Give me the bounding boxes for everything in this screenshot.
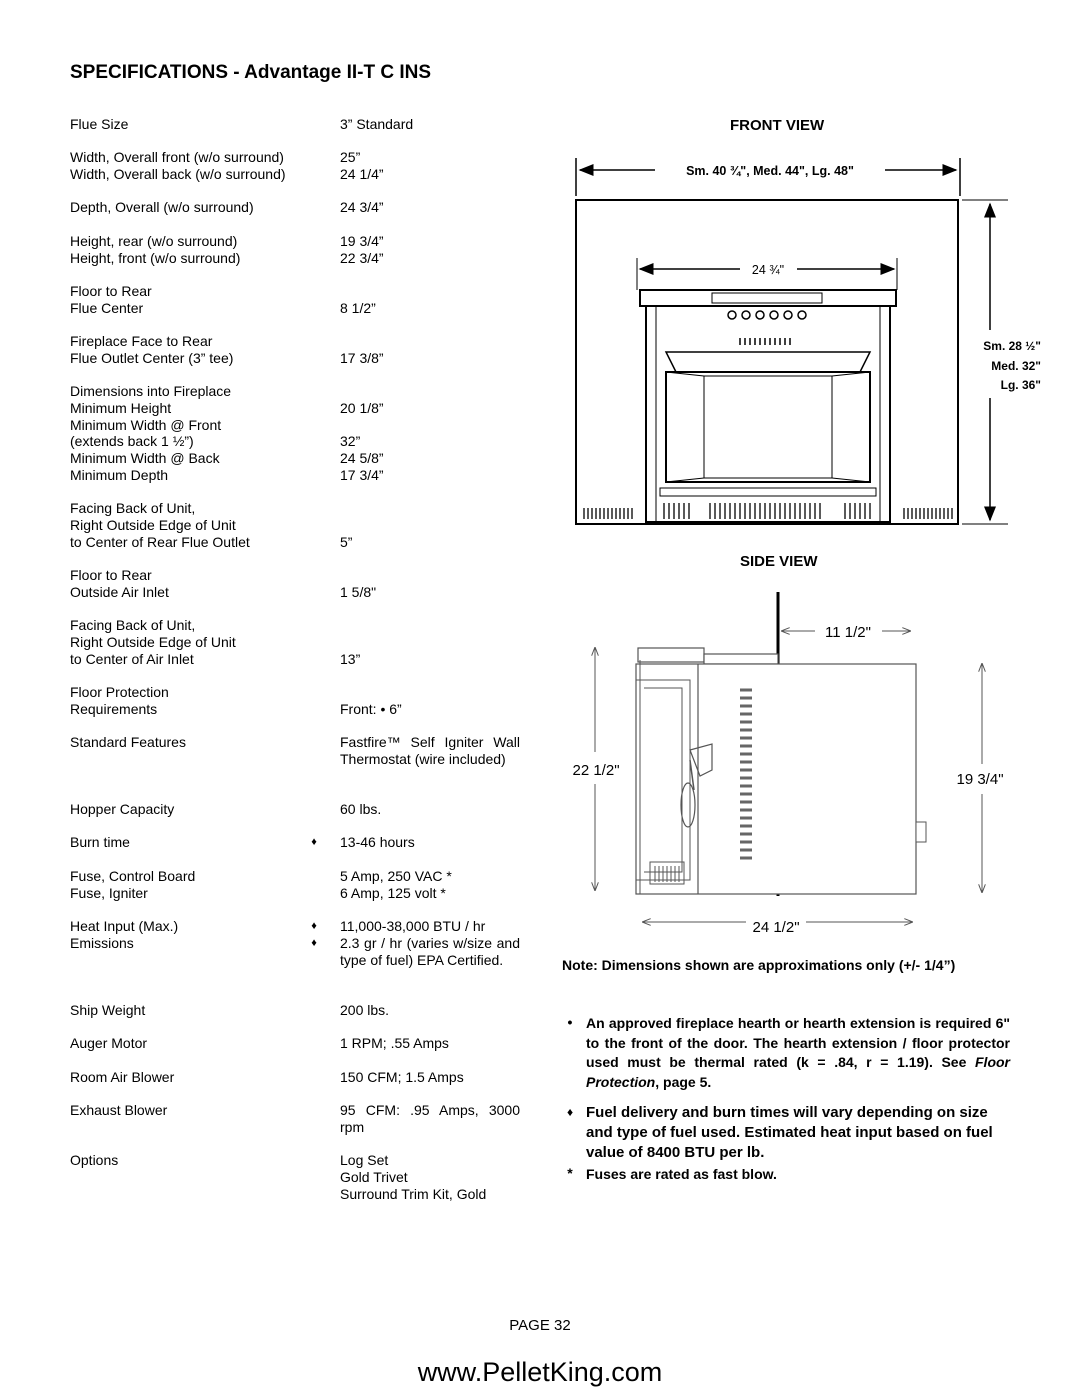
spec-label: Floor to Rear Flue Center: [70, 283, 152, 316]
spec-label: Hopper Capacity: [70, 801, 175, 817]
side-right-label: 19 3/4": [956, 771, 1004, 788]
spec-label: Dimensions into Fireplace Minimum Height Minimum Width @ Front (extends back 1 ½”) Minimum Width @ Back Minimum Depth: [70, 383, 232, 483]
page-number: PAGE 32: [509, 1317, 571, 1334]
spec-value: 5 Amp, 250 VAC * 6 Amp, 125 volt *: [340, 868, 452, 901]
spec-label: Auger Motor: [70, 1035, 148, 1051]
bullet-text-part: An approved fireplace hearth or hearth extension is required 6" to the front of the door. The hearth extension / floor protector used must be thermal rated (k = .84, r = 1.19). See: [586, 1015, 1010, 1070]
spec-value: Front: • 6”: [340, 700, 402, 717]
spec-label: Ship Weight: [70, 1002, 146, 1018]
spec-value: 8 1/2”: [340, 299, 376, 316]
asterisk-marker: *: [567, 1165, 573, 1181]
front-width-label: Sm. 40 ¾", Med. 44", Lg. 48": [686, 164, 854, 178]
front-height-label-lg: Lg. 36": [1000, 378, 1041, 392]
bullet-text: [586, 1014, 1010, 1092]
spec-label: Height, rear (w/o surround) Height, front (w/o surround): [70, 233, 241, 266]
spec-label: Room Air Blower: [70, 1069, 175, 1085]
spec-label: Flue Size: [70, 116, 129, 132]
spec-value: 5”: [340, 533, 353, 550]
page-title: SPECIFICATIONS - Advantage II-T C INS: [70, 62, 432, 83]
diamond-marker: ♦: [311, 937, 317, 949]
spec-value: 200 lbs.: [340, 1002, 390, 1018]
spec-label: Standard Features: [70, 734, 186, 750]
diamond-marker: ♦: [311, 836, 317, 848]
spec-value: 95 CFM: .95 Amps, 3000 rpm: [340, 1102, 520, 1135]
spec-value: Fastfire™ Self Igniter Wall Thermostat (wire included): [340, 734, 520, 767]
spec-label: Emissions: [70, 935, 134, 951]
spec-value: 13”: [340, 650, 361, 667]
spec-label: Fireplace Face to Rear Flue Outlet Center (3” tee): [70, 333, 234, 366]
spec-label: Heat Input (Max.): [70, 918, 179, 934]
side-bottom-label: 24 1/2": [752, 919, 800, 936]
spec-value: 60 lbs.: [340, 801, 382, 817]
inner-width-label: 24 ¾": [751, 263, 785, 277]
spec-value: Log Set Gold Trivet Surround Trim Kit, Gold: [340, 1152, 487, 1202]
side-top-label: 11 1/2": [825, 624, 871, 641]
floor-protection-reference: Floor Protection: [586, 1054, 1010, 1090]
bullet-text: Fuses are rated as fast blow.: [586, 1166, 777, 1182]
footer-url: www.PelletKing.com: [417, 1357, 663, 1387]
spec-value: 1 5/8": [340, 583, 377, 600]
dimension-note: Note: Dimensions shown are approximations only (+/- 1/4”): [562, 957, 956, 973]
front-height-label-med: Med. 32": [991, 359, 1041, 373]
spec-value: 13-46 hours: [340, 834, 415, 850]
spec-label: Facing Back of Unit, Right Outside Edge of Unit to Center of Rear Flue Outlet: [70, 500, 250, 550]
spec-label: Floor to Rear Outside Air Inlet: [70, 567, 169, 600]
spec-label: Floor Protection Requirements: [70, 684, 169, 717]
spec-value: 150 CFM; 1.5 Amps: [340, 1069, 464, 1085]
spec-value: 3” Standard: [340, 116, 414, 132]
side-view-title: SIDE VIEW: [740, 553, 818, 570]
spec-label: Depth, Overall (w/o surround): [70, 199, 254, 215]
front-view-title: FRONT VIEW: [730, 117, 825, 134]
bullet-marker: •: [567, 1014, 573, 1030]
bullet-text-part: , page 5.: [655, 1073, 712, 1090]
spec-value: 25” 24 1/4”: [340, 149, 384, 182]
spec-label: Facing Back of Unit, Right Outside Edge of Unit to Center of Air Inlet: [70, 617, 236, 667]
spec-value: 2.3 gr / hr (varies w/size and type of fuel) EPA Certified.: [340, 935, 520, 968]
bullet-text: Fuel delivery and burn times will vary depending on size and type of fuel used. Estimated heat input based on fuel value of 8400 BTU per lb.: [586, 1104, 993, 1161]
spec-label: Fuse, Control Board Fuse, Igniter: [70, 868, 196, 901]
diamond-marker: ♦: [311, 920, 317, 932]
front-height-label-sm: Sm. 28 ½": [983, 339, 1041, 353]
spec-label: Burn time: [70, 834, 130, 850]
spec-label: Width, Overall front (w/o surround) Width, Overall back (w/o surround): [70, 149, 286, 182]
spec-value: 24 3/4”: [340, 199, 384, 215]
spec-value: 19 3/4” 22 3/4”: [340, 233, 384, 266]
spec-value: 11,000-38,000 BTU / hr: [340, 918, 486, 934]
spec-label: Options: [70, 1152, 119, 1168]
spec-value: 17 3/8”: [340, 349, 384, 366]
diamond-marker: ♦: [566, 1105, 574, 1119]
spec-value: 20 1/8” 32” 24 5/8” 17 3/4”: [340, 399, 384, 483]
side-left-label: 22 1/2": [572, 762, 620, 779]
spec-label: Exhaust Blower: [70, 1102, 168, 1118]
spec-value: 1 RPM; .55 Amps: [340, 1035, 449, 1051]
